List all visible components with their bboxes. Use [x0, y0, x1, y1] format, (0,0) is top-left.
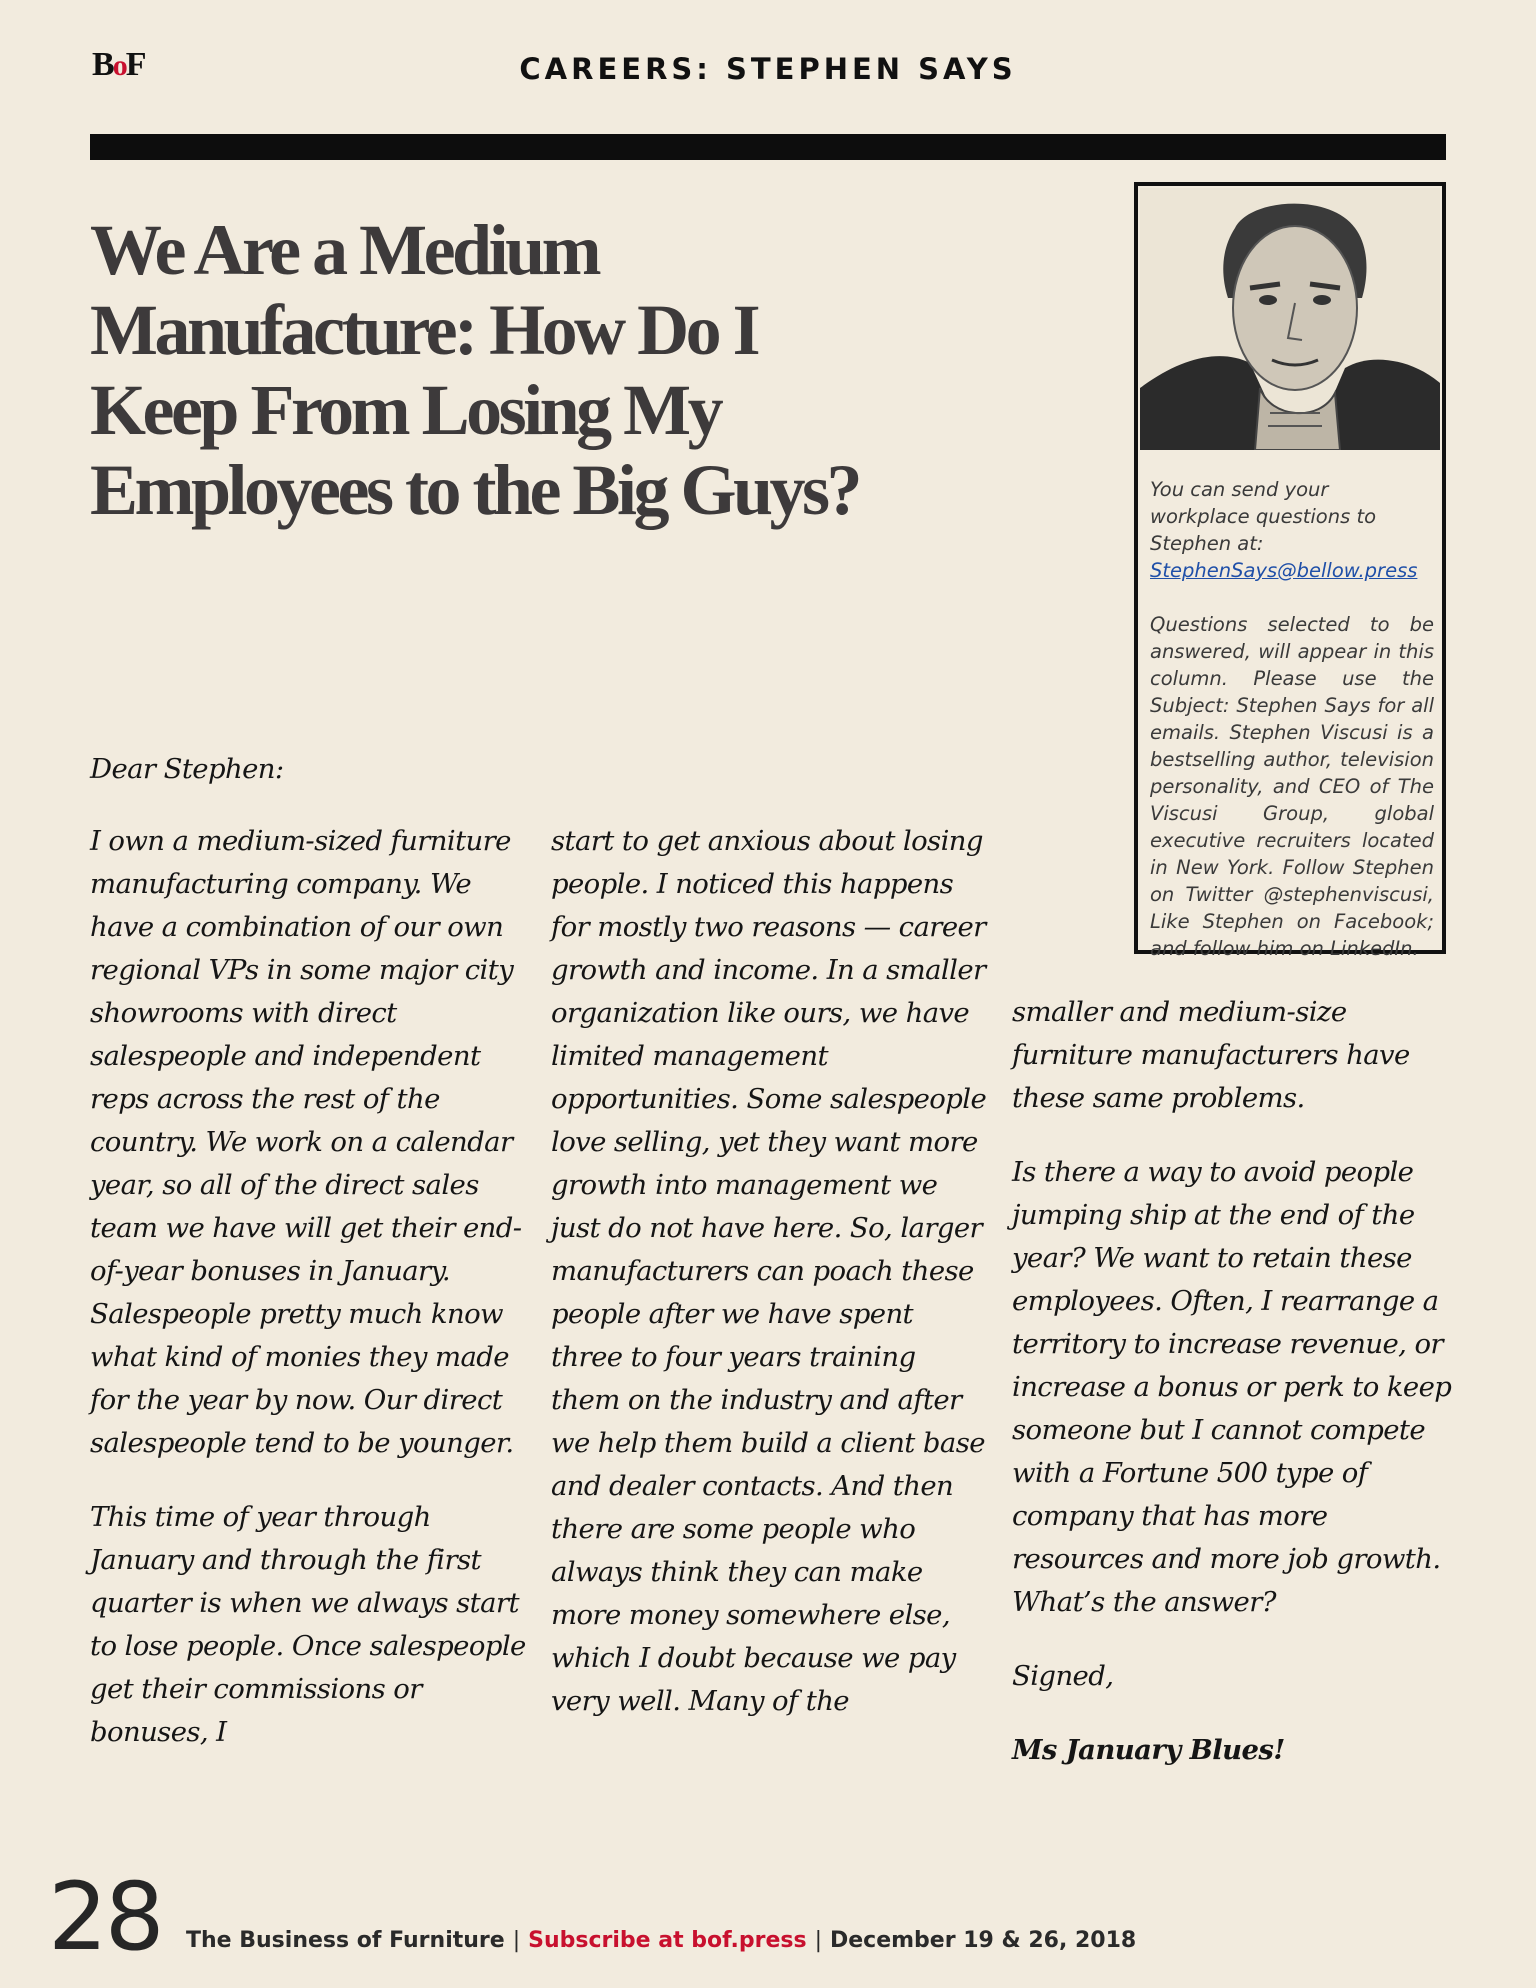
issue-date: December 19 & 26, 2018: [829, 1928, 1137, 1953]
sidebar-note: Questions selected to be answered, will appear in this column. Please use the Subject: Stephen Says for all emails. Stephen Viscusi is a bestselling author, television personality, and CEO of The Viscusi Group, global executive recruiters located in New York. Follow Stephen on Twitter @stephenviscusi, Like Stephen on Facebook; and follow him on LinkedIn.: [1150, 613, 1434, 960]
letter-column-2: [551, 820, 991, 1723]
author-portrait: [1140, 188, 1440, 450]
letter-paragraph: This time of year through January and through the first quarter is when we always start to lose people. Once salespeople get their commissions or bonuses, I: [90, 1501, 526, 1748]
letter-paragraph: start to get anxious about losing people. I noticed this happens for mostly two reasons — career growth and income. In a smaller organization like ours, we have limited management opportunities. Some salespeople love selling, yet they want more growth into management we just do not have here. So, larger manufacturers can poach these people after we have spent three to four years training them on the industry and after we help them build a client base and dealer contacts. And then there are some people who always think they can make more money somewhere else, which I doubt because we pay very well. Many of the: [551, 825, 987, 1717]
article-headline: We Are a Medium Manufacture: How Do I Keep From Losing My Employees to the Big Guys?: [90, 210, 860, 530]
letter-paragraph: Is there a way to avoid people jumping ship at the end of the year? We want to retain these employees. Often, I rearrange a territory to increase revenue, or increase a bonus or perk to keep someone but I cannot compete with a Fortune 500 type of company that has more resources and more job growth. What’s the answer?: [1012, 1156, 1452, 1618]
salutation: Dear Stephen:: [90, 753, 284, 785]
letter-paragraph: I own a medium-sized furniture manufacturing company. We have a combination of our own regional VPs in some major city showrooms with direct salespeople and independent reps across the rest of the country. We work on a calendar year, so all of the direct sales team we have will get their end-of-year bonuses in January. Salespeople pretty much know what kind of monies they made for the year by now. Our direct salespeople tend to be younger.: [90, 825, 522, 1459]
bof-logo: BoF: [92, 46, 145, 83]
signed-line: Signed,: [1012, 1660, 1114, 1692]
letter-column-1: [90, 820, 530, 1754]
signature: Ms January Blues!: [1012, 1734, 1285, 1766]
footer: The Business of Furniture | Subscribe at bof.press | December 19 & 26, 2018: [186, 1928, 1137, 1953]
header-rule: [90, 134, 1446, 160]
sidebar-intro: You can send your workplace questions to Stephen at: StephenSays@bellow.press: [1150, 478, 1418, 582]
publication-name: The Business of Furniture: [186, 1928, 505, 1953]
letter-column-3: [1012, 991, 1452, 1772]
email-link[interactable]: StephenSays@bellow.press: [1150, 559, 1418, 582]
letter-paragraph: smaller and medium-size furniture manufacturers have these same problems.: [1012, 996, 1410, 1114]
subscribe-link[interactable]: Subscribe at bof.press: [528, 1928, 807, 1953]
section-title: CAREERS: STEPHEN SAYS: [519, 52, 1017, 86]
page-number: 28: [48, 1863, 162, 1972]
author-sidebar: [1134, 182, 1446, 960]
